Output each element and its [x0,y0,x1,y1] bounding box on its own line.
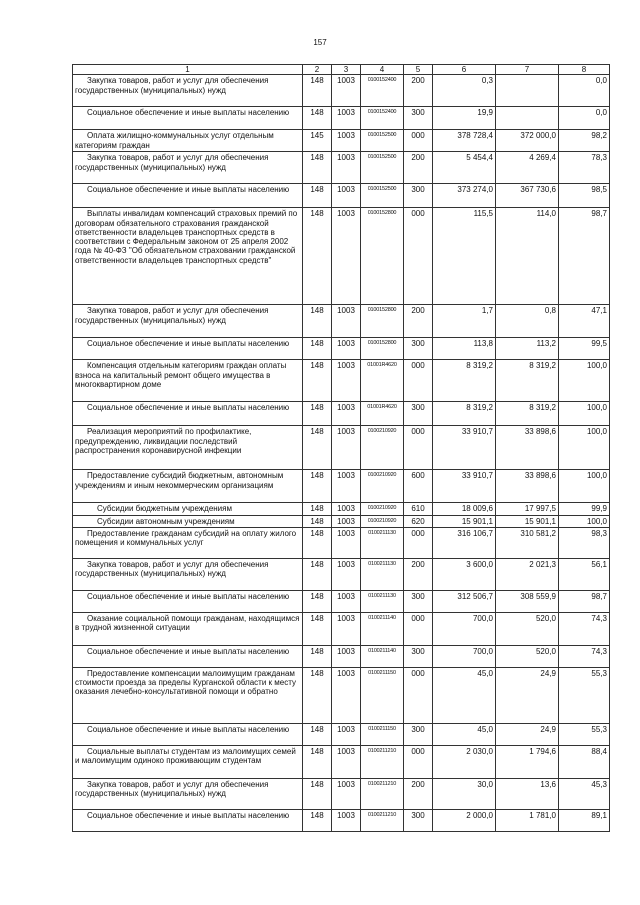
row-actual-cell: 372 000,0 [496,130,559,152]
row-percent-cell: 98,5 [559,184,610,208]
row-target-code-cell: 0100152400 [361,107,404,130]
row-target-code-cell: 0100152500 [361,184,404,208]
row-name-text: Социальное обеспечение и иные выплаты населению [87,591,290,601]
row-expense-type-cell: 000 [404,426,433,470]
header-cell: 3 [332,65,361,75]
row-name-text: Закупка товаров, работ и услуг для обеспечения государственных (муниципальных) нужд [75,559,269,579]
row-percent-cell: 56,1 [559,558,610,590]
row-name-cell [73,515,303,527]
row-percent-cell: 98,3 [559,527,610,558]
row-plan-cell: 15 901,1 [433,515,496,527]
header-cell: 8 [559,65,610,75]
table-row [73,402,610,426]
row-name-text: Социальные выплаты студентам из малоимущих семей и малоимущим одиноко проживающим студентам [75,746,296,766]
row-target-code-cell: 0100211150 [361,723,404,745]
row-actual-cell: 13,6 [496,778,559,809]
row-plan-cell: 700,0 [433,612,496,645]
row-actual-cell [496,107,559,130]
row-section-cell: 1003 [332,503,361,515]
row-section-cell: 1003 [332,558,361,590]
row-expense-type-cell: 600 [404,470,433,503]
table-row [73,503,610,515]
row-target-code-cell: 0100211140 [361,645,404,667]
table-row [73,723,610,745]
header-cell: 2 [303,65,332,75]
row-name-cell [73,75,303,107]
row-name-cell [73,305,303,338]
header-cell: 5 [404,65,433,75]
row-section-cell: 1003 [332,360,361,402]
row-code-cell: 148 [303,809,332,831]
row-section-cell: 1003 [332,426,361,470]
row-percent-cell: 74,3 [559,645,610,667]
row-expense-type-cell: 300 [404,338,433,360]
table-row [73,515,610,527]
row-percent-cell: 100,0 [559,402,610,426]
row-plan-cell: 8 319,2 [433,360,496,402]
row-plan-cell: 312 506,7 [433,590,496,612]
row-percent-cell: 47,1 [559,305,610,338]
row-plan-cell: 373 274,0 [433,184,496,208]
row-name-cell [73,745,303,778]
row-name-cell [73,590,303,612]
row-actual-cell: 24,9 [496,667,559,723]
row-expense-type-cell: 300 [404,590,433,612]
row-name-text: Реализация мероприятий по профилактике, предупреждению, ликвидации последствий распространения коронавирусной инфекции [75,427,252,455]
row-code-cell: 148 [303,152,332,184]
row-percent-cell: 99,5 [559,338,610,360]
table-row [73,778,610,809]
row-name-text: Субсидии бюджетным учреждениям [97,504,232,514]
row-section-cell: 1003 [332,809,361,831]
header-cell: 4 [361,65,404,75]
row-name-text: Социальное обеспечение и иные выплаты населению [87,108,290,118]
row-code-cell: 148 [303,515,332,527]
table-row [73,667,610,723]
row-code-cell: 148 [303,360,332,402]
row-code-cell: 148 [303,184,332,208]
row-section-cell: 1003 [332,305,361,338]
row-percent-cell: 78,3 [559,152,610,184]
row-plan-cell: 1,7 [433,305,496,338]
row-name-text: Предоставление гражданам субсидий на оплату жилого помещения и коммунальных услуг [75,528,297,548]
row-percent-cell: 98,7 [559,590,610,612]
row-target-code-cell: 0100211130 [361,590,404,612]
table-row [73,558,610,590]
row-expense-type-cell: 200 [404,558,433,590]
row-expense-type-cell: 000 [404,745,433,778]
table-row [73,360,610,402]
row-name-text: Оказание социальной помощи гражданам, находящимся в трудной жизненной ситуации [75,613,300,633]
row-code-cell: 148 [303,426,332,470]
row-plan-cell: 5 454,4 [433,152,496,184]
row-plan-cell: 18 009,6 [433,503,496,515]
row-name-text: Социальное обеспечение и иные выплаты населению [87,646,290,656]
row-target-code-cell: 0100152800 [361,305,404,338]
table-row [73,470,610,503]
row-section-cell: 1003 [332,667,361,723]
table-row [73,645,610,667]
row-section-cell: 1003 [332,778,361,809]
row-code-cell: 148 [303,208,332,305]
table-row [73,745,610,778]
row-actual-cell: 0,8 [496,305,559,338]
row-actual-cell [496,75,559,107]
budget-table [72,64,610,832]
table-row [73,208,610,305]
header-cell: 7 [496,65,559,75]
row-name-cell [73,558,303,590]
row-actual-cell: 8 319,2 [496,402,559,426]
row-name-text: Социальное обеспечение и иные выплаты населению [87,339,290,349]
row-actual-cell: 310 581,2 [496,527,559,558]
row-name-cell [73,130,303,152]
row-section-cell: 1003 [332,470,361,503]
table-row [73,338,610,360]
row-target-code-cell: 0100211210 [361,745,404,778]
row-code-cell: 148 [303,612,332,645]
row-plan-cell: 0,3 [433,75,496,107]
table-row [73,527,610,558]
row-actual-cell: 33 898,6 [496,470,559,503]
row-percent-cell: 88,4 [559,745,610,778]
row-name-text: Закупка товаров, работ и услуг для обеспечения государственных (муниципальных) нужд [75,306,269,325]
row-name-cell [73,612,303,645]
row-name-text: Оплата жилищно-коммунальных услуг отдельным категориям граждан [75,131,274,150]
row-section-cell: 1003 [332,723,361,745]
row-actual-cell: 1 781,0 [496,809,559,831]
row-percent-cell: 100,0 [559,470,610,503]
row-section-cell: 1003 [332,208,361,305]
row-expense-type-cell: 000 [404,130,433,152]
row-section-cell: 1003 [332,107,361,130]
row-plan-cell: 3 600,0 [433,558,496,590]
row-name-cell [73,338,303,360]
row-plan-cell: 378 728,4 [433,130,496,152]
row-target-code-cell: 0100211150 [361,667,404,723]
row-plan-cell: 19,9 [433,107,496,130]
row-target-code-cell: 0100210920 [361,426,404,470]
row-name-text: Субсидии автономным учреждениям [97,516,235,526]
header-cell: 1 [73,65,303,75]
row-target-code-cell: 0100152800 [361,208,404,305]
row-actual-cell: 520,0 [496,612,559,645]
row-code-cell: 148 [303,305,332,338]
row-section-cell: 1003 [332,745,361,778]
row-plan-cell: 115,5 [433,208,496,305]
header-cell: 6 [433,65,496,75]
row-plan-cell: 2 030,0 [433,745,496,778]
row-target-code-cell: 0100211130 [361,558,404,590]
row-actual-cell: 113,2 [496,338,559,360]
row-code-cell: 148 [303,667,332,723]
row-section-cell: 1003 [332,590,361,612]
row-plan-cell: 2 000,0 [433,809,496,831]
row-target-code-cell: 01001R4620 [361,360,404,402]
row-expense-type-cell: 000 [404,208,433,305]
row-name-cell [73,184,303,208]
row-expense-type-cell: 300 [404,184,433,208]
row-target-code-cell: 0100152400 [361,75,404,107]
row-code-cell: 148 [303,590,332,612]
row-percent-cell: 74,3 [559,612,610,645]
row-section-cell: 1003 [332,527,361,558]
row-target-code-cell: 0100152500 [361,130,404,152]
row-actual-cell: 4 269,4 [496,152,559,184]
row-name-cell [73,470,303,503]
row-actual-cell: 33 898,6 [496,426,559,470]
row-plan-cell: 700,0 [433,645,496,667]
row-code-cell: 148 [303,75,332,107]
row-expense-type-cell: 610 [404,503,433,515]
table-header-row [73,65,610,75]
row-name-text: Социальное обеспечение и иные выплаты населению [87,185,290,195]
row-code-cell: 148 [303,645,332,667]
table-row [73,590,610,612]
table-row [73,612,610,645]
row-plan-cell: 316 106,7 [433,527,496,558]
row-actual-cell: 2 021,3 [496,558,559,590]
row-code-cell: 148 [303,107,332,130]
table-row [73,130,610,152]
row-name-cell [73,107,303,130]
row-section-cell: 1003 [332,515,361,527]
row-percent-cell: 55,3 [559,667,610,723]
row-actual-cell: 520,0 [496,645,559,667]
row-target-code-cell: 0100211210 [361,778,404,809]
row-expense-type-cell: 300 [404,645,433,667]
row-target-code-cell: 0100152800 [361,338,404,360]
row-plan-cell: 113,8 [433,338,496,360]
row-code-cell: 148 [303,745,332,778]
row-percent-cell: 99,9 [559,503,610,515]
row-target-code-cell: 0100210920 [361,503,404,515]
row-percent-cell: 0,0 [559,107,610,130]
row-name-cell [73,426,303,470]
row-expense-type-cell: 000 [404,667,433,723]
row-target-code-cell: 0100152500 [361,152,404,184]
row-name-text: Закупка товаров, работ и услуг для обеспечения государственных (муниципальных) нужд [75,779,269,799]
row-expense-type-cell: 200 [404,778,433,809]
row-percent-cell: 45,3 [559,778,610,809]
row-code-cell: 148 [303,503,332,515]
row-actual-cell: 24,9 [496,723,559,745]
row-code-cell: 148 [303,338,332,360]
row-section-cell: 1003 [332,402,361,426]
row-code-cell: 148 [303,723,332,745]
row-name-text: Предоставление компенсации малоимущим гражданам стоимости проезда за пределы Курганской области к месту оказания лечебно-консультативной помощи и обратно [75,668,296,697]
table-row [73,107,610,130]
row-code-cell: 148 [303,402,332,426]
row-plan-cell: 33 910,7 [433,470,496,503]
row-actual-cell: 367 730,6 [496,184,559,208]
table-row [73,809,610,831]
row-plan-cell: 30,0 [433,778,496,809]
row-name-text: Социальное обеспечение и иные выплаты населению [87,724,290,734]
row-expense-type-cell: 300 [404,723,433,745]
row-expense-type-cell: 200 [404,305,433,338]
row-percent-cell: 55,3 [559,723,610,745]
row-actual-cell: 1 794,6 [496,745,559,778]
row-target-code-cell: 0100211130 [361,527,404,558]
row-code-cell: 145 [303,130,332,152]
row-percent-cell: 100,0 [559,360,610,402]
row-target-code-cell: 0100211210 [361,809,404,831]
row-code-cell: 148 [303,470,332,503]
row-expense-type-cell: 000 [404,527,433,558]
row-plan-cell: 8 319,2 [433,402,496,426]
row-actual-cell: 8 319,2 [496,360,559,402]
row-section-cell: 1003 [332,130,361,152]
row-section-cell: 1003 [332,338,361,360]
row-percent-cell: 89,1 [559,809,610,831]
row-expense-type-cell: 620 [404,515,433,527]
row-code-cell: 148 [303,778,332,809]
row-percent-cell: 0,0 [559,75,610,107]
row-target-code-cell: 0100210920 [361,470,404,503]
page-number: 157 [313,38,327,47]
row-name-cell [73,360,303,402]
row-name-text: Закупка товаров, работ и услуг для обеспечения государственных (муниципальных) нужд [75,153,269,172]
table-row [73,426,610,470]
row-expense-type-cell: 300 [404,809,433,831]
row-section-cell: 1003 [332,184,361,208]
row-name-text: Предоставление субсидий бюджетным, автономным учреждениям и иным некоммерческим организациям [75,471,284,490]
row-actual-cell: 114,0 [496,208,559,305]
row-code-cell: 148 [303,527,332,558]
row-target-code-cell: 0100211140 [361,612,404,645]
row-plan-cell: 45,0 [433,723,496,745]
row-actual-cell: 15 901,1 [496,515,559,527]
row-name-text: Социальное обеспечение и иные выплаты населению [87,403,290,413]
row-name-cell [73,208,303,305]
row-percent-cell: 98,2 [559,130,610,152]
row-name-cell [73,503,303,515]
table-row [73,152,610,184]
row-percent-cell: 98,7 [559,208,610,305]
row-expense-type-cell: 300 [404,402,433,426]
row-expense-type-cell: 200 [404,75,433,107]
row-name-cell [73,809,303,831]
row-name-cell [73,152,303,184]
row-expense-type-cell: 000 [404,612,433,645]
table-row [73,305,610,338]
row-actual-cell: 308 559,9 [496,590,559,612]
row-name-cell [73,723,303,745]
row-section-cell: 1003 [332,645,361,667]
row-name-cell [73,667,303,723]
row-expense-type-cell: 000 [404,360,433,402]
row-name-text: Социальное обеспечение и иные выплаты населению [87,810,290,820]
row-actual-cell: 17 997,5 [496,503,559,515]
row-name-text: Компенсация отдельным категориям граждан оплаты взноса на капитальный ремонт общего имущества в многоквартирном доме [75,361,287,389]
table-row [73,184,610,208]
row-code-cell: 148 [303,558,332,590]
table-row [73,75,610,107]
row-section-cell: 1003 [332,612,361,645]
row-expense-type-cell: 200 [404,152,433,184]
row-name-text: Закупка товаров, работ и услуг для обеспечения государственных (муниципальных) нужд [75,76,269,95]
row-name-cell [73,527,303,558]
row-target-code-cell: 01001R4620 [361,402,404,426]
row-percent-cell: 100,0 [559,426,610,470]
row-section-cell: 1003 [332,152,361,184]
row-name-text: Выплаты инвалидам компенсаций страховых премий по договорам обязательного страхования гражданской ответственности владельцев транспортных средств в соответствии с Федеральным законом от 25 апреля 2002 года № 40-ФЗ "Об обязательном страховании гражданской ответственности владельцев транспортных средств" [75,209,298,265]
row-expense-type-cell: 300 [404,107,433,130]
row-plan-cell: 33 910,7 [433,426,496,470]
row-section-cell: 1003 [332,75,361,107]
row-name-cell [73,778,303,809]
row-name-cell [73,645,303,667]
row-target-code-cell: 0100210920 [361,515,404,527]
row-name-cell [73,402,303,426]
row-percent-cell: 100,0 [559,515,610,527]
row-plan-cell: 45,0 [433,667,496,723]
